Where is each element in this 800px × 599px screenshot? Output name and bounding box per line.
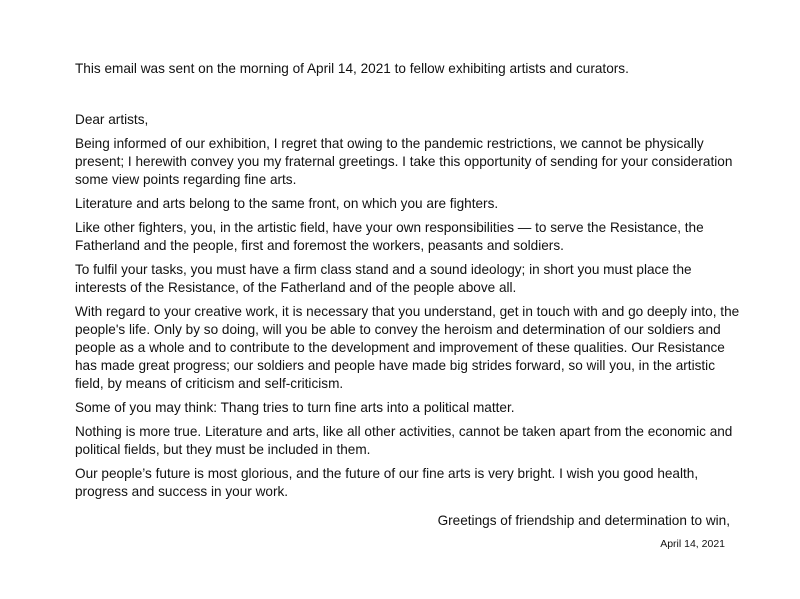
paragraph-politics: Some of you may think: Thang tries to turn fine arts into a political matter.	[75, 400, 515, 415]
closing-line: Greetings of friendship and determination to win,	[437, 513, 730, 528]
intro-note: This email was sent on the morning of April 14, 2021 to fellow exhibiting artists and curators.	[75, 61, 629, 76]
paragraph-creative-work: With regard to your creative work, it is necessary that you understand, get in touch with and go deeply into, the people's life. Only by so doing, will you be able to convey the heroism and determination of our soldiers and people as a whole and to contribute to the development and improvement of these qualities. Our Resistance has made great progress; our soldiers and people have made big strides forward, so will you, in the artistic field, by means of criticism and self-criticism.	[75, 304, 740, 391]
letter-date: April 14, 2021	[660, 538, 725, 550]
paragraph-tasks: To fulfil your tasks, you must have a firm class stand and a sound ideology; in short you must place the interests of the Resistance, of the Fatherland and of the people above all.	[75, 262, 692, 295]
salutation: Dear artists,	[75, 112, 149, 127]
paragraph-nothing-more-true: Nothing is more true. Literature and arts, like all other activities, cannot be taken apart from the economic and political fields, but they must be included in them.	[75, 424, 733, 457]
letter	[75, 60, 740, 551]
paragraph-exhibition: Being informed of our exhibition, I regret that owing to the pandemic restrictions, we cannot be physically present; I herewith convey you my fraternal greetings. I take this opportunity of sending for your consideration some view points regarding fine arts.	[75, 136, 733, 187]
paragraph-front: Literature and arts belong to the same front, on which you are fighters.	[75, 196, 499, 211]
paragraph-responsibilities: Like other fighters, you, in the artistic field, have your own responsibilities — to serve the Resistance, the Fatherland and the people, first and foremost the workers, peasants and soldiers.	[75, 220, 704, 253]
paragraph-future: Our people’s future is most glorious, and the future of our fine arts is very bright. I wish you good health, progress and success in your work.	[75, 466, 699, 499]
